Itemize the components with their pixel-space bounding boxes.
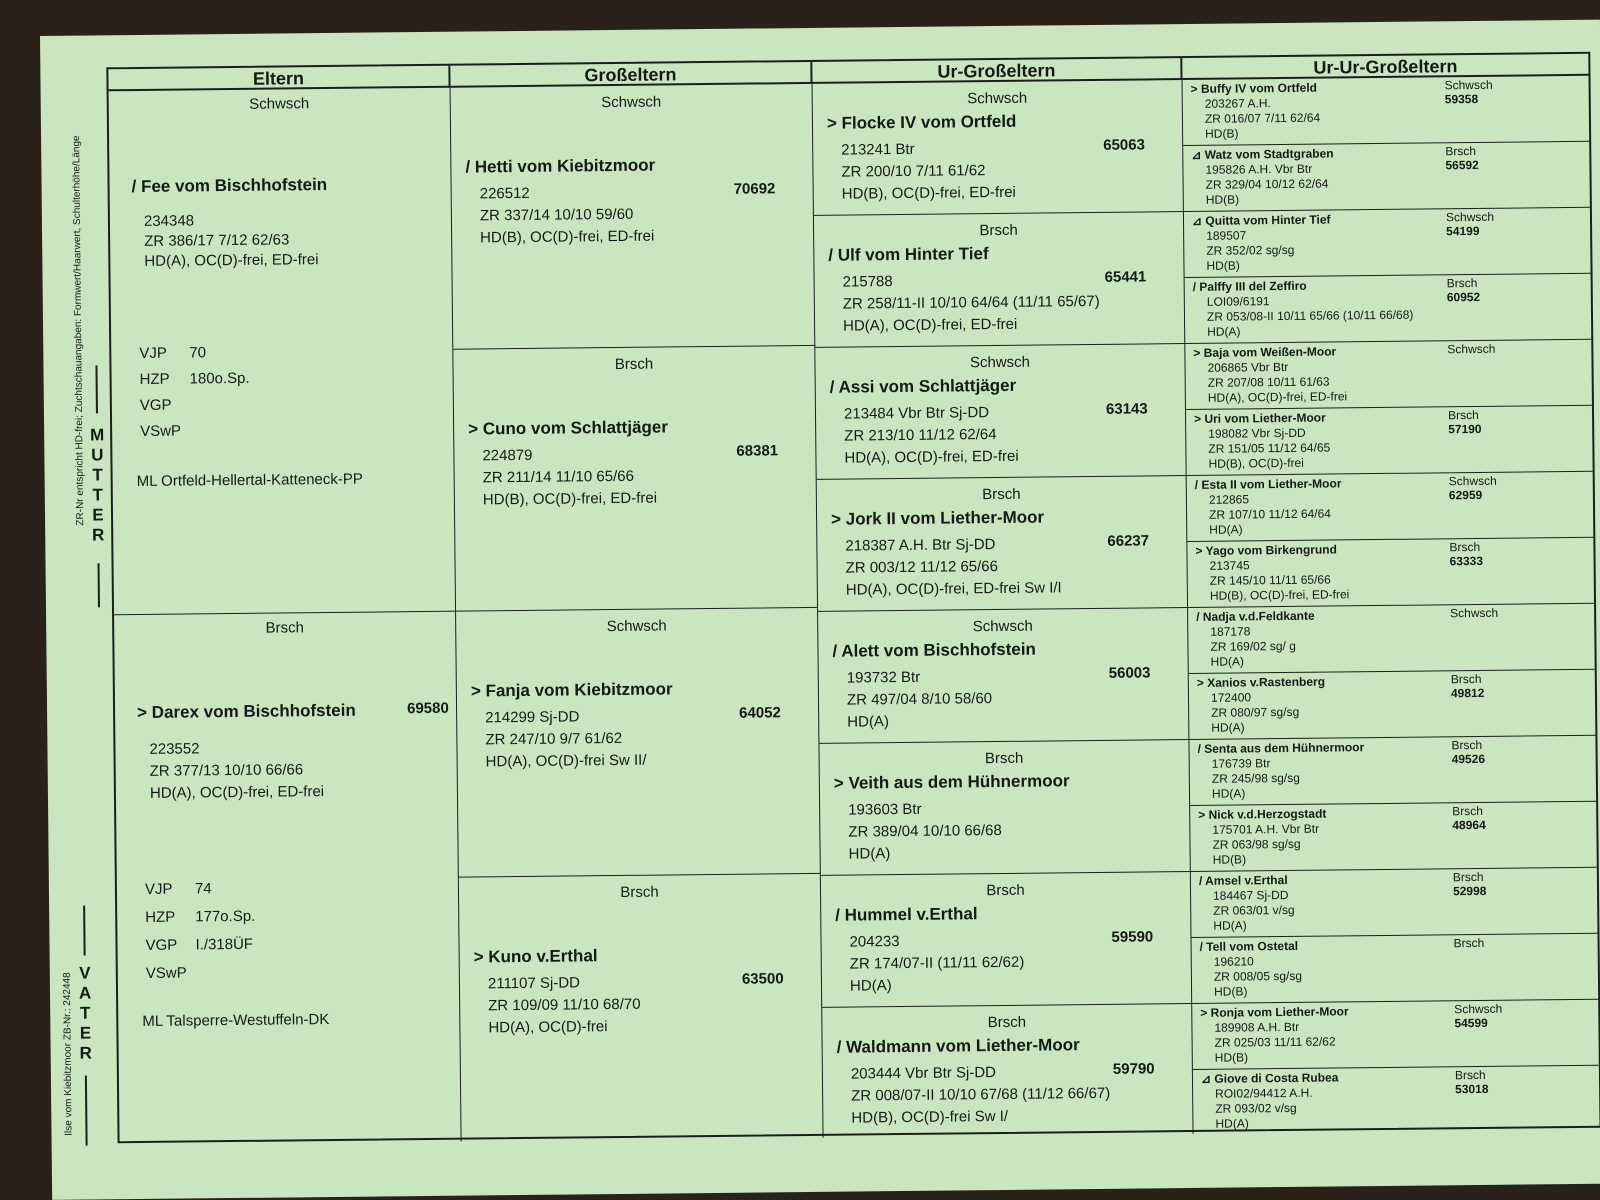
ancestor-name: > Cuno vom Schlattjäger	[468, 417, 669, 439]
vater-letter: T	[79, 1003, 91, 1023]
ancestor-detail: HD(B), OC(D)-frei, ED-frei	[482, 489, 658, 509]
ancestor-detail: HD(A), OC(D)-frei	[488, 1018, 608, 1037]
parent-color: Brsch	[265, 619, 304, 637]
grandparent-cell	[459, 874, 824, 1142]
ancestor-name: > Jork II vom Liether-Moor	[831, 507, 1045, 529]
perf-hzp: HZP 180o.Sp.	[139, 369, 250, 388]
ancestor-detail: ZR 352/02 sg/sg	[1206, 242, 1295, 258]
ancestor-name: > Yago vom Birkengrund	[1195, 542, 1338, 558]
ancestor-number: 64052	[739, 704, 781, 722]
ancestor-name: > Ronja vom Liether-Moor	[1200, 1004, 1349, 1020]
ancestor-detail: ZR 053/08-II 10/11 65/66 (10/11 66/68)	[1206, 307, 1414, 324]
ancestor-detail: ZR 025/03 11/11 62/62	[1214, 1034, 1336, 1050]
great-grandparent-cell	[818, 608, 1189, 744]
ancestor-color: Schwsch	[967, 89, 1028, 108]
ancestor-name: / Amsel v.Erthal	[1198, 872, 1288, 888]
ancestor-color: Brsch	[614, 355, 654, 373]
perf-vgp: VGP	[139, 396, 172, 414]
ancestor-detail: 193732 Btr	[846, 668, 921, 687]
ancestor-detail: HD(B), OC(D)-frei, ED-frei	[1209, 587, 1350, 603]
ancestor-name: > Buffy IV vom Ortfeld	[1190, 80, 1318, 96]
great-grandparent-cell	[822, 1004, 1193, 1138]
great-great-grandparent-cell	[1183, 142, 1590, 212]
ancestor-detail: ZR 003/12 11/12 65/66	[845, 557, 999, 577]
header-ur-grosseltern: Ur-Großeltern	[812, 58, 1182, 84]
vater-letter: E	[79, 1023, 92, 1043]
ancestor-detail: ZR 107/10 11/12 64/64	[1209, 506, 1332, 522]
ancestor-color: Brsch	[986, 881, 1025, 900]
ancestor-number: 59790	[1112, 1060, 1155, 1078]
ancestor-color: Brsch	[1446, 275, 1478, 291]
ancestor-name: ⊿ Giove di Costa Rubea	[1200, 1070, 1339, 1086]
ancestor-detail: ZR 169/02 sg/ g	[1210, 638, 1296, 654]
ancestor-detail: 213241 Btr	[841, 140, 915, 159]
great-great-grandparent-cell	[1192, 1000, 1599, 1070]
ancestor-detail: HD(A)	[1211, 786, 1246, 801]
ancestor-color: Brsch	[1453, 935, 1485, 951]
ancestor-color: Schwsch	[969, 353, 1031, 372]
ancestor-color: Brsch	[1450, 671, 1482, 687]
pedigree-grid	[106, 52, 1600, 1143]
ancestor-number: 49812	[1450, 685, 1485, 701]
great-grandparent-cell	[817, 476, 1188, 612]
ancestor-detail: 176739 Btr	[1211, 756, 1271, 771]
ancestor-color: Schwsch	[1447, 341, 1496, 357]
grandparent-cell	[453, 346, 818, 612]
ancestor-detail: ZR 145/10 11/11 65/66	[1209, 572, 1331, 588]
ancestor-name: / Alett vom Bischhofstein	[832, 639, 1036, 661]
ancestor-detail: ZR 151/05 11/12 64/65	[1208, 440, 1331, 456]
ancestor-detail: ZR 213/10 11/12 62/64	[844, 426, 997, 445]
ancestor-detail: HD(A)	[1209, 522, 1243, 537]
ancestor-detail: 172400	[1210, 690, 1252, 705]
ancestor-name: / Hetti vom Kiebitzmoor	[465, 155, 656, 177]
ancestor-color: Schwsch	[1448, 473, 1497, 489]
ancestor-detail: HD(A)	[849, 977, 892, 995]
ancestor-color: Schwsch	[606, 617, 667, 636]
great-great-grandparent-cell	[1189, 670, 1596, 740]
ancestor-detail: 226512	[479, 184, 530, 203]
parent-zr: ZR 377/13 10/10 66/66	[149, 761, 304, 780]
mutter-letter: U	[91, 445, 104, 465]
ancestor-detail: HD(A), OC(D)-frei, ED-frei	[1207, 389, 1348, 405]
ancestor-detail: ZR 258/11-II 10/10 64/64 (11/11 65/67)	[842, 292, 1100, 313]
ancestor-detail: HD(A)	[1213, 918, 1247, 933]
ancestor-name: > Veith aus dem Hühnermoor	[833, 771, 1070, 793]
ancestor-detail: HD(B), OC(D)-frei Sw I/	[851, 1107, 1009, 1127]
perf-vgp: VGP I./318ÜF	[145, 935, 254, 954]
ancestor-detail: 218387 A.H. Btr Sj-DD	[845, 536, 996, 555]
ancestor-detail: HD(A), OC(D)-frei, ED-frei	[844, 447, 1019, 467]
ancestor-number: 60952	[1446, 289, 1481, 305]
ancestor-color: Schwsch	[1454, 1001, 1503, 1017]
ancestor-number: 62959	[1448, 487, 1483, 503]
grandparent-cell	[451, 84, 816, 350]
ancestor-name: > Baja vom Weißen-Moor	[1193, 344, 1337, 360]
parent-cell-mother	[109, 88, 456, 616]
ancestor-color: Brsch	[979, 221, 1018, 240]
ancestor-color: Brsch	[1445, 143, 1477, 159]
ancestor-number: 68381	[736, 442, 779, 460]
ancestor-name: / Ulf vom Hinter Tief	[828, 244, 989, 265]
parent-reg: 234348	[143, 212, 195, 230]
mutter-letter: M	[89, 425, 105, 445]
ancestor-name: > Uri vom Liether-Moor	[1194, 410, 1326, 426]
great-grandparent-cell	[819, 740, 1190, 876]
ancestor-name: / Palffy III del Zeffiro	[1192, 278, 1307, 294]
ancestor-detail: ZR 337/14 10/10 59/60	[479, 205, 634, 225]
ancestor-detail: ZR 016/07 7/11 62/64	[1204, 110, 1321, 126]
ancestor-detail: ZR 497/04 8/10 58/60	[846, 690, 993, 709]
ancestor-color: Brsch	[1449, 539, 1481, 555]
ancestor-detail: 204233	[849, 933, 900, 951]
ancestor-detail: ZR 080/97 sg/sg	[1211, 704, 1300, 720]
ancestor-detail: HD(B)	[1205, 126, 1239, 141]
mutter-label	[87, 425, 108, 545]
ancestor-detail: 189507	[1206, 228, 1247, 243]
great-great-grandparent-cell	[1190, 802, 1597, 872]
parent-name: > Darex vom Bischhofstein	[136, 700, 356, 723]
pedigree-sheet	[40, 20, 1600, 1200]
great-great-grandparent-cell	[1187, 472, 1594, 542]
ancestor-name: / Senta aus dem Hühnermoor	[1197, 740, 1365, 756]
ancestor-number: 63500	[741, 970, 784, 988]
ancestor-color: Schwsch	[1444, 77, 1493, 93]
ancestor-number: 59590	[1111, 928, 1154, 946]
vater-letter: V	[79, 963, 91, 983]
vater-letter: R	[79, 1043, 92, 1063]
ancestor-detail: 195826 A.H. Vbr Btr	[1205, 161, 1313, 177]
vater-divider-line-lower	[85, 1076, 88, 1146]
great-grandparent-cell	[813, 80, 1184, 216]
ancestor-detail: 206865 Vbr Btr	[1207, 359, 1289, 375]
ancestor-name: ⊿ Quitta vom Hinter Tief	[1191, 212, 1331, 228]
ancestor-name: / Tell vom Ostetal	[1199, 938, 1299, 954]
perf-vjp: VJP 74	[144, 880, 212, 898]
ancestor-detail: ZR 389/04 10/10 66/68	[848, 821, 1002, 841]
ancestor-name: > Fanja vom Kiebitzmoor	[470, 679, 673, 701]
ancestor-detail: HD(A), OC(D)-frei Sw II/	[485, 751, 647, 771]
ancestor-detail: ZR 174/07-II (11/11 62/62)	[849, 953, 1025, 973]
ancestor-number: 56003	[1108, 664, 1151, 682]
ancestor-number: 54199	[1446, 223, 1480, 239]
ancestor-detail: HD(A)	[848, 845, 891, 863]
ancestor-color: Schwsch	[1445, 209, 1495, 225]
parent-zr: ZR 386/17 7/12 62/63	[144, 231, 290, 250]
great-grandparent-cell	[821, 872, 1192, 1008]
parent-cell-father	[114, 612, 462, 1146]
ancestor-color: Brsch	[1447, 407, 1479, 423]
ancestor-number: 65441	[1104, 268, 1147, 286]
ancestor-number: 63333	[1449, 553, 1484, 569]
ancestor-color: Schwsch	[1450, 605, 1499, 621]
parent-health: HD(A), OC(D)-frei, ED-frei	[144, 251, 319, 270]
ancestor-detail: HD(A)	[1211, 720, 1245, 735]
great-grandparent-cell	[814, 212, 1185, 348]
great-great-grandparent-cell	[1186, 406, 1593, 476]
ancestor-detail: HD(B)	[1206, 258, 1240, 273]
parent-color: Schwsch	[249, 95, 310, 113]
ancestor-number: 66237	[1107, 532, 1150, 550]
ancestor-detail: 184467 Sj-DD	[1212, 887, 1289, 903]
ancestor-detail: HD(B)	[1213, 984, 1248, 999]
ancestor-detail: LOI09/6191	[1206, 294, 1270, 309]
ancestor-name: > Xanios v.Rastenberg	[1196, 674, 1326, 690]
perf-hzp: HZP 177o.Sp.	[145, 907, 256, 926]
ancestor-detail: ZR 211/14 11/10 65/66	[482, 467, 634, 487]
ancestor-name: > Nick v.d.Herzogstadt	[1198, 806, 1327, 822]
parent-health: HD(A), OC(D)-frei, ED-frei	[149, 783, 325, 802]
great-great-grandparent-cell	[1183, 76, 1590, 146]
ancestor-detail: ZR 008/07-II 10/10 67/68 (11/12 66/67)	[851, 1084, 1111, 1105]
ancestor-detail: ZR 247/10 9/7 61/62	[485, 729, 623, 749]
vater-divider-line	[83, 906, 86, 956]
ancestor-detail: 224879	[482, 446, 533, 465]
ancestor-detail: 212865	[1208, 492, 1250, 507]
ancestor-detail: ZR 008/05 sg/sg	[1213, 968, 1303, 984]
great-great-grandparent-cell	[1185, 340, 1592, 410]
ancestor-number: 63143	[1105, 400, 1148, 418]
perf-ml: ML Talsperre-Westuffeln-DK	[142, 1011, 330, 1030]
header-ur-ur-grosseltern: Ur-Ur-Großeltern	[1182, 54, 1588, 80]
ancestor-color: Brsch	[982, 485, 1021, 504]
ancestor-name: / Assi vom Schlattjäger	[829, 375, 1017, 397]
ancestor-detail: ZR 200/10 7/11 61/62	[841, 162, 986, 181]
ancestor-detail: ZR 207/08 10/11 61/63	[1207, 374, 1330, 390]
perf-vjp: VJP 70	[139, 344, 207, 362]
great-great-grandparent-cell	[1193, 1066, 1600, 1134]
ancestor-color: Brsch	[620, 883, 659, 901]
great-great-grandparent-cell	[1192, 934, 1599, 1004]
ancestor-detail: 215788	[842, 273, 893, 291]
parent-reg: 223552	[149, 740, 200, 758]
great-great-grandparent-cell	[1185, 274, 1592, 344]
ancestor-detail: 213484 Vbr Btr Sj-DD	[843, 404, 990, 423]
ancestor-detail: HD(A)	[1215, 1116, 1249, 1131]
mutter-divider-line	[95, 365, 98, 413]
great-great-grandparent-cell	[1189, 736, 1596, 806]
side-note-bottom: Ilse vom Kiebitzmoor ZB-Nr.: 242448	[61, 972, 75, 1136]
ancestor-color: Brsch	[1451, 737, 1483, 753]
ancestor-number: 48964	[1452, 817, 1486, 833]
mutter-divider-line-lower	[98, 563, 100, 607]
ancestor-detail: HD(A), OC(D)-frei, ED-frei Sw I/I	[845, 579, 1062, 599]
perf-vswp: VSwP	[145, 964, 187, 982]
vater-label	[75, 963, 96, 1063]
ancestor-name: ⊿ Watz vom Stadtgraben	[1191, 146, 1334, 162]
ancestor-detail: 189908 A.H. Btr	[1214, 1019, 1300, 1035]
header-eltern: Eltern	[108, 66, 450, 92]
ancestor-detail: 213745	[1209, 558, 1250, 573]
side-note-top: ZR-Nr entspricht HD-frei; Zuchtschauangaben: Formwert/Haarwert, Schulterhöhe/Länge	[71, 135, 87, 526]
ancestor-number: 57190	[1448, 421, 1482, 437]
ancestor-number: 52998	[1452, 883, 1487, 899]
ancestor-detail: HD(A)	[1207, 324, 1241, 339]
ancestor-name: / Nadja v.d.Feldkante	[1196, 608, 1315, 624]
ancestor-detail: 203267 A.H.	[1204, 96, 1271, 111]
ancestor-color: Schwsch	[601, 93, 662, 112]
ancestor-detail: 214299 Sj-DD	[485, 708, 580, 727]
mutter-letter: E	[92, 505, 104, 525]
ancestor-color: Schwsch	[972, 617, 1033, 636]
ancestor-detail: ZR 063/01 v/sg	[1213, 902, 1295, 918]
parent-name: / Fee vom Bischhofstein	[131, 175, 328, 197]
ancestor-detail: ZR 063/98 sg/sg	[1212, 836, 1301, 852]
ancestor-number: 65063	[1103, 136, 1146, 154]
mutter-letter: T	[92, 465, 103, 485]
ancestor-detail: ZR 093/02 v/sg	[1215, 1100, 1297, 1116]
ancestor-number: 59358	[1444, 91, 1479, 107]
grandparent-cell	[456, 608, 821, 878]
ancestor-detail: HD(B), OC(D)-frei, ED-frei	[480, 227, 655, 247]
ancestor-detail: HD(A)	[1210, 654, 1245, 669]
ancestor-number: 49526	[1451, 751, 1486, 767]
ancestor-color: Brsch	[987, 1013, 1027, 1032]
perf-ml: ML Ortfeld-Hellertal-Katteneck-PP	[136, 470, 363, 491]
ancestor-detail: HD(A)	[847, 713, 889, 731]
mutter-letter: R	[91, 525, 105, 545]
ancestor-detail: 193603 Btr	[848, 800, 922, 819]
ancestor-detail: 175701 A.H. Vbr Btr	[1212, 821, 1320, 837]
ancestor-detail: 211107 Sj-DD	[487, 974, 581, 993]
ancestor-detail: 203444 Vbr Btr Sj-DD	[850, 1064, 997, 1083]
ancestor-detail: HD(B), OC(D)-frei, ED-frei	[841, 183, 1016, 203]
ancestor-name: / Esta II vom Liether-Moor	[1194, 476, 1342, 492]
ancestor-color: Brsch	[1452, 869, 1484, 885]
ancestor-name: > Flocke IV vom Ortfeld	[826, 111, 1017, 133]
ancestor-detail: 198082 Vbr Sj-DD	[1208, 425, 1306, 441]
ancestor-detail: ZR 329/04 10/12 62/64	[1205, 176, 1329, 192]
ancestor-detail: ZR 109/09 11/10 68/70	[488, 995, 641, 1015]
ancestor-color: Brsch	[1454, 1067, 1486, 1083]
ancestor-name: / Waldmann vom Liether-Moor	[836, 1035, 1080, 1057]
great-great-grandparent-cell	[1188, 604, 1595, 674]
ancestor-name: > Kuno v.Erthal	[473, 946, 598, 967]
mutter-letter: T	[92, 485, 104, 505]
vater-letter: A	[78, 983, 92, 1003]
ancestor-number: 54599	[1454, 1015, 1488, 1031]
ancestor-detail: ROI02/94412 A.H.	[1215, 1085, 1313, 1101]
great-grandparent-cell	[815, 344, 1186, 480]
header-grosseltern: Großeltern	[450, 62, 812, 88]
ancestor-number: 56592	[1445, 157, 1479, 173]
ancestor-name: / Hummel v.Erthal	[835, 904, 978, 925]
great-great-grandparent-cell	[1191, 868, 1598, 938]
ancestor-detail: HD(B)	[1212, 852, 1247, 867]
ancestor-detail: ZR 245/98 sg/sg	[1211, 770, 1300, 786]
great-great-grandparent-cell	[1187, 538, 1594, 608]
ancestor-number: 53018	[1455, 1081, 1489, 1097]
ancestor-detail: HD(B)	[1214, 1050, 1249, 1065]
ancestor-detail: HD(B), OC(D)-frei	[1208, 455, 1304, 471]
parent-number: 69580	[406, 699, 449, 718]
ancestor-number: 70692	[733, 180, 776, 198]
ancestor-detail: 196210	[1213, 954, 1254, 969]
ancestor-color: Brsch	[984, 749, 1024, 768]
great-great-grandparent-cell	[1184, 208, 1591, 278]
ancestor-color: Brsch	[1452, 803, 1483, 819]
ancestor-detail: 187178	[1210, 624, 1251, 639]
ancestor-detail: HD(A), OC(D)-frei, ED-frei	[842, 315, 1018, 335]
ancestor-detail: HD(B)	[1205, 192, 1240, 207]
perf-vswp: VSwP	[140, 422, 182, 440]
